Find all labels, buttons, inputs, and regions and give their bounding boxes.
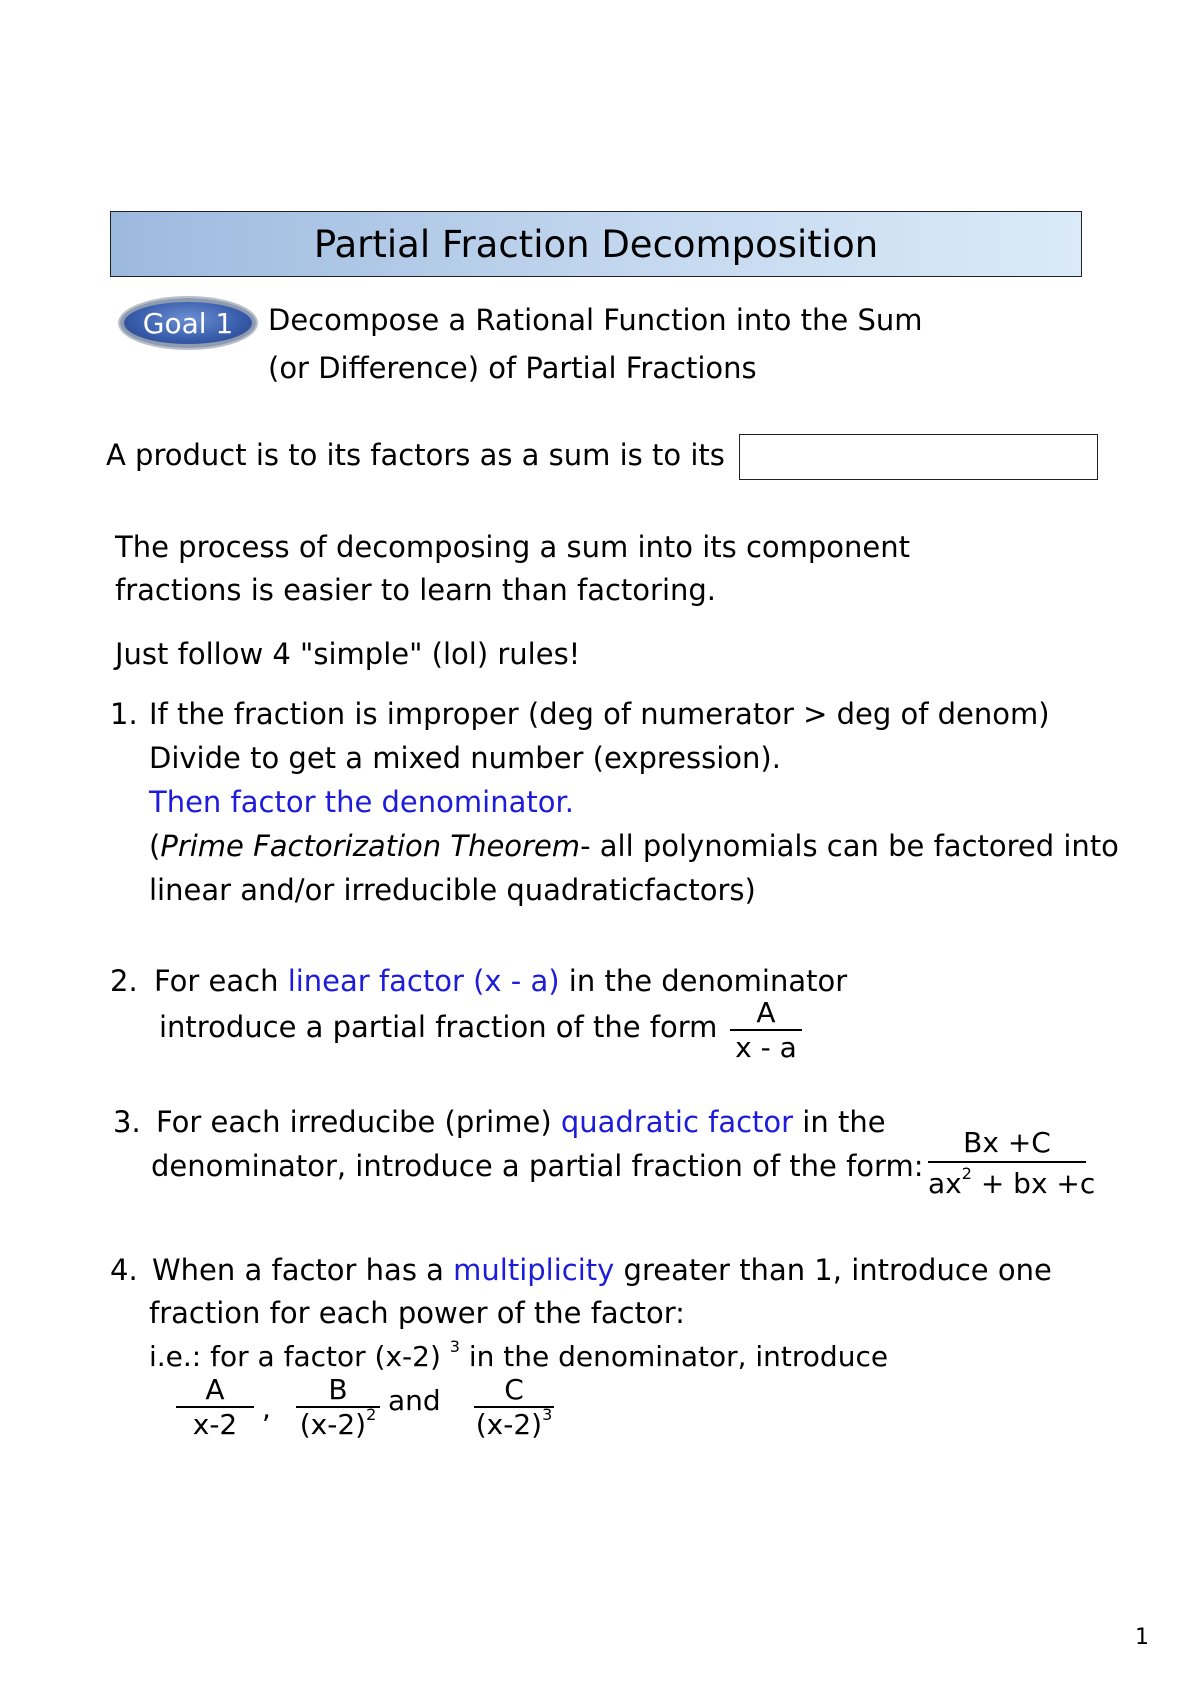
rule2-pre: For each [154,964,288,998]
rule4-f1-den: x-2 [192,1408,238,1441]
goal-badge [120,298,256,348]
answer-box[interactable] [739,434,1098,480]
rule3-frac-den: $ax^2$ + bx +c [928,1163,1096,1200]
rule2-post: in the denominator [559,964,848,998]
rule3-frac-num: Bx +C [963,1126,1051,1159]
analogy-text: A product is to its factors as a sum is to its [106,438,725,472]
rule3-line-1 [156,1105,886,1139]
rule4-pre: When a factor has a [152,1253,454,1287]
intro-line-3: Just follow 4 "simple" (lol) rules! [115,637,581,671]
rule4-f3-den: $(x-2)^3$ [475,1404,553,1441]
rule4-line-3: i.e.: for a factor (x-2) $^3$ in the denominator, introduce [149,1336,889,1373]
rule2-fraction [730,996,802,1064]
page-title: Partial Fraction Decomposition [313,222,879,266]
rule2-line-2: introduce a partial fraction of the form [159,1010,718,1044]
fraction-bar [928,1161,1086,1163]
rule1-line-2: Divide to get a mixed number (expression). [149,741,781,775]
rule2-highlight: linear factor (x - a) [287,964,560,998]
goal-badge-label: Goal 1 [142,306,234,340]
page-number: 1 [1135,1625,1149,1650]
rule2-number: 2. [110,964,138,998]
rule2-frac-den: x - a [735,1031,797,1064]
rule4-line-1 [152,1253,1052,1287]
rule4-fraction-2 [296,1373,380,1441]
intro-line-2: fractions is easier to learn than factoring. [115,573,717,607]
rule4-f2-den: $(x-2)^2$ [299,1404,377,1441]
rule4-comma: , [262,1392,271,1425]
intro-line-1: The process of decomposing a sum into its component [115,530,911,564]
rule4-and: and [388,1384,441,1417]
rule3-post: in the [793,1105,886,1139]
rule1-line-1: If the fraction is improper (deg of numerator > deg of denom) [149,697,1050,731]
rule3-fraction [928,1126,1096,1200]
rule1-paren: ( [149,829,161,863]
rule4-f3-num: C [504,1373,524,1406]
goal-line-2: (or Difference) of Partial Fractions [268,351,757,385]
rule4-f1-num: A [205,1373,225,1406]
goal-line-1: Decompose a Rational Function into the Sum [268,303,923,337]
rule4-fraction-3 [474,1373,554,1441]
rule1-theorem: Prime Factorization Theorem [160,829,581,863]
rule1-line-3: Then factor the denominator. [149,785,574,819]
rule1-line-5: linear and/or irreducible quadraticfactors) [149,873,756,907]
rule1-theorem-rest: - all polynomials can be factored into [580,829,1119,863]
rule2-frac-num: A [756,996,776,1029]
rule4-fraction-1 [176,1373,254,1441]
rule1-number: 1. [110,697,138,731]
rule4-f2-num: B [328,1373,348,1406]
rule4-highlight: multiplicity [453,1253,615,1287]
rule3-line-2: denominator, introduce a partial fraction of the form: [151,1149,924,1183]
rule3-pre: For each irreducibe (prime) [156,1105,561,1139]
rule4-number: 4. [110,1253,138,1287]
title-banner [110,211,1082,277]
rule4-post: greater than 1, introduce one [614,1253,1052,1287]
rule3-number: 3. [113,1105,141,1139]
rule1-line-4 [149,829,1119,863]
rule2-line-1 [154,964,847,998]
rule4-line-2: fraction for each power of the factor: [149,1296,685,1330]
rule3-highlight: quadratic factor [560,1105,794,1139]
